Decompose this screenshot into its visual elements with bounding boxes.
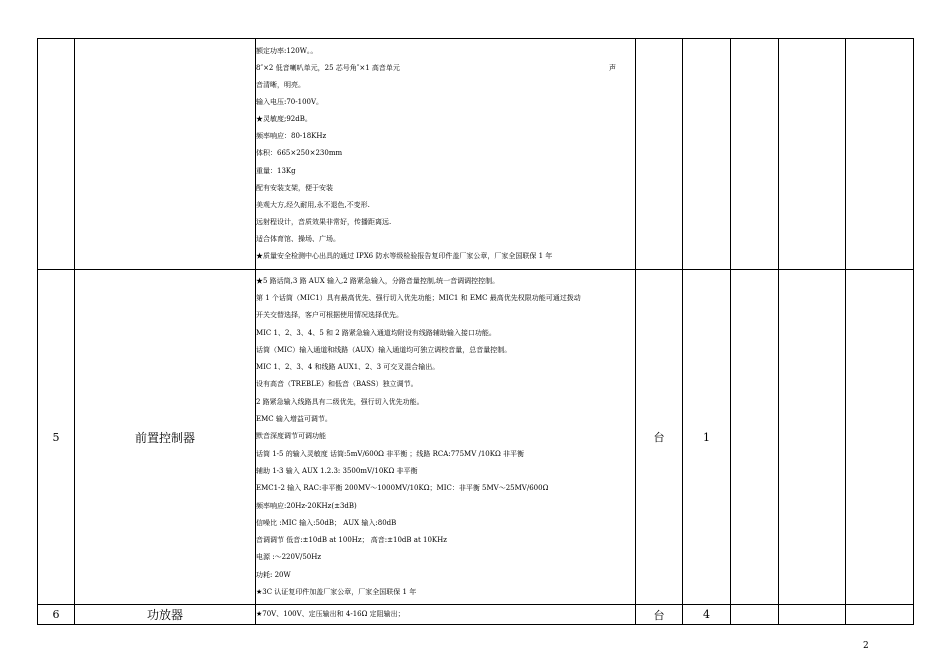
spec-line: 配有安装支架，便于安装 (256, 183, 333, 192)
spec-cell (256, 39, 636, 270)
spec-line: ★质量安全检测中心出具的通过 IPX6 防水等级检验报告复印件盖厂家公章，厂家全国联保 1 年 (256, 252, 553, 261)
spec-line: EMC1-2 输入 RAC:非平衡 200MV～1000MV/10KΩ；MIC：非平衡 5MV～25MV/600Ω (256, 484, 549, 493)
spec-line: 美观大方,经久耐用,永不退色,不变形. (256, 200, 370, 209)
spec-line: EMC 输入增益可调节。 (256, 415, 332, 424)
unit-cell: 台 (636, 605, 683, 625)
spec-lines (256, 606, 635, 623)
page-number: 2 (863, 641, 869, 651)
row-number-cell: 5 (38, 270, 75, 605)
empty-cell (731, 270, 779, 605)
spec-line: 频率响应:20Hz-20KHz(±3dB) (256, 501, 357, 510)
spec-line: 话筒 1-5 的输入灵敏度 话筒:5mV/600Ω 非平衡 ；线路 RCA:775MV /10KΩ 非平衡 (256, 449, 525, 458)
empty-cell (731, 605, 779, 625)
spec-line: 默音深度调节可调功能 (256, 432, 326, 441)
empty-cell (779, 605, 846, 625)
spec-line: 音清晰，明亮。 (256, 81, 305, 90)
empty-cell (846, 39, 914, 270)
product-name-cell: 前置控制器 (75, 270, 256, 605)
unit-cell (636, 39, 683, 270)
empty-cell (731, 39, 779, 270)
spec-lines (256, 43, 635, 265)
quantity-cell: 4 (683, 605, 731, 625)
spec-line: 音调调节 低音:±10dB at 100Hz； 高音:±10dB at 10KHz (256, 536, 447, 545)
quantity-cell: 1 (683, 270, 731, 605)
spec-line: 适合体育馆、操场、广场。 (256, 234, 340, 243)
spec-line: MIC 1、2、3、4、5 和 2 路紧急输入通道均附设有线路辅助输入接口功能。 (256, 328, 496, 337)
spec-side-char: 声 (609, 63, 616, 72)
spec-lines (256, 273, 635, 602)
row-number-cell (38, 39, 75, 270)
spec-line: 话筒（MIC）输入通道和线路（AUX）输入通道均可独立调校音量，总音量控制。 (256, 345, 512, 354)
spec-line: 体积：665×250×230mm (256, 149, 343, 158)
spec-table (37, 38, 914, 625)
spec-line: 8″×2 低音喇叭单元，25 芯号角″×1 高音单元 声 (256, 60, 635, 77)
spec-line: 电源 :～220V/50Hz (256, 553, 322, 562)
spec-line: 输入电压:70-100V。 (256, 98, 324, 107)
table-row (38, 270, 914, 605)
spec-line: ★70V、100V、定压输出和 4-16Ω 定阻输出； (256, 609, 405, 618)
spec-line: 辅助 1-3 输入 AUX 1.2.3: 3500mV/10KΩ 非平衡 (256, 466, 418, 475)
spec-line: ★3C 认证复印件加盖厂家公章，厂家全国联保 1 年 (256, 588, 417, 597)
row-number-cell: 6 (38, 605, 75, 625)
product-name-cell (75, 39, 256, 270)
spec-line: 第 1 个话筒（MIC1）具有最高优先、强行切入优先功能；MIC1 和 EMC 最高优先权限功能可通过拨动 (256, 293, 581, 302)
spec-line: 远射程设计，音质效果非常好，传播距离远. (256, 217, 392, 226)
spec-cell (256, 270, 636, 605)
spec-line: 重量：13Kg (256, 166, 296, 175)
spec-line: 设有高音（TREBLE）和低音（BASS）独立调节。 (256, 380, 418, 389)
spec-cell (256, 605, 636, 625)
product-name-cell: 功放器 (75, 605, 256, 625)
empty-cell (846, 270, 914, 605)
empty-cell (846, 605, 914, 625)
table-row (38, 605, 914, 625)
spec-line: 频率响应：80-18KHz (256, 132, 327, 141)
empty-cell (779, 270, 846, 605)
spec-line: 开关交替选择，客户可根据使用情况选择优先。 (256, 311, 403, 320)
unit-cell: 台 (636, 270, 683, 605)
quantity-cell (683, 39, 731, 270)
spec-line: ★灵敏度;92dB。 (256, 115, 312, 124)
spec-line: ★5 路话筒,3 路 AUX 输入,2 路紧急输入，分路音量控制,统一音调调控控制。 (256, 276, 500, 285)
spec-line: 2 路紧急输入线路具有二级优先，强行切入优先功能。 (256, 397, 424, 406)
spec-line: 功耗: 20W (256, 570, 291, 579)
table-row (38, 39, 914, 270)
spec-line: MIC 1、2、3、4 和线路 AUX1、2、3 可交叉混合输出。 (256, 363, 440, 372)
empty-cell (779, 39, 846, 270)
spec-line: 额定功率:120W。。 (256, 46, 318, 55)
spec-line: 信噪比 :MIC 输入:50dB； AUX 输入:80dB (256, 518, 397, 527)
